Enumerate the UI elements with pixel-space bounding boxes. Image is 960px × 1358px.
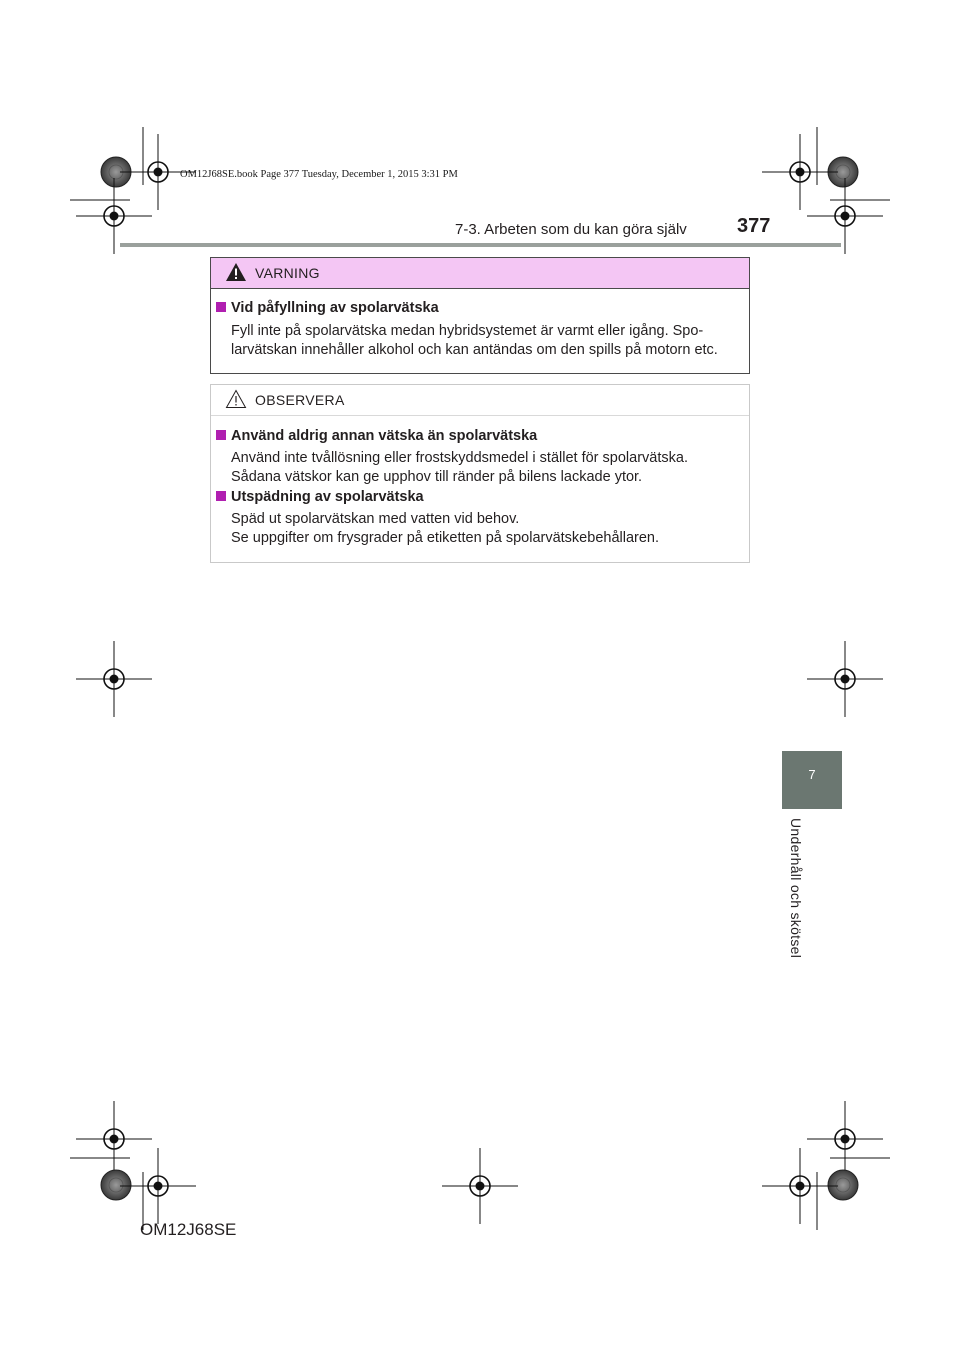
notice-label: OBSERVERA — [255, 392, 345, 408]
warning-triangle-icon — [225, 262, 247, 282]
caution-triangle-icon — [225, 389, 247, 409]
page-number: 377 — [737, 215, 771, 237]
warning-header — [211, 258, 749, 289]
warning-label: VARNING — [255, 265, 320, 281]
book-info-line: OM12J68SE.book Page 377 Tuesday, December 1, 2015 3:31 PM — [180, 169, 458, 180]
notice-box — [210, 384, 750, 563]
warning-item-body — [231, 322, 741, 360]
warning-box — [210, 257, 750, 374]
bullet-square-icon — [216, 491, 226, 501]
body-line: Späd ut spolarvätskan med vatten vid behov. — [231, 511, 520, 527]
body-line: Använd inte tvållösning eller frostskyddsmedel i stället för spolarvätska. — [231, 450, 688, 466]
body-line: Sådana vätskor kan ge upphov till ränder på bilens lackade ytor. — [231, 469, 643, 485]
section-title: 7-3. Arbeten som du kan göra själv — [455, 221, 687, 238]
chapter-number: 7 — [808, 767, 816, 782]
notice-header — [211, 385, 749, 416]
manual-code: OM12J68SE — [140, 1220, 237, 1239]
body-line: Se uppgifter om frysgrader på etiketten på spolarvätskebehållaren. — [231, 530, 659, 546]
chapter-side-label: Underhåll och skötsel — [788, 818, 804, 959]
bullet-square-icon — [216, 430, 226, 440]
warning-item-title: Vid påfyllning av spolarvätska — [216, 300, 439, 316]
bullet-square-icon — [216, 302, 226, 312]
header-rule — [120, 243, 841, 247]
notice-item-body — [231, 449, 741, 487]
notice-item-body — [231, 510, 741, 548]
chapter-tab — [782, 751, 842, 809]
body-line: larvätskan innehåller alkohol och kan antändas om den spills på motorn etc. — [231, 342, 718, 358]
notice-item-title: Utspädning av spolarvätska — [216, 489, 424, 505]
notice-item-title: Använd aldrig annan vätska än spolarvätska — [216, 428, 537, 444]
body-line: Fyll inte på spolarvätska medan hybridsystemet är varmt eller igång. Spo- — [231, 323, 704, 339]
